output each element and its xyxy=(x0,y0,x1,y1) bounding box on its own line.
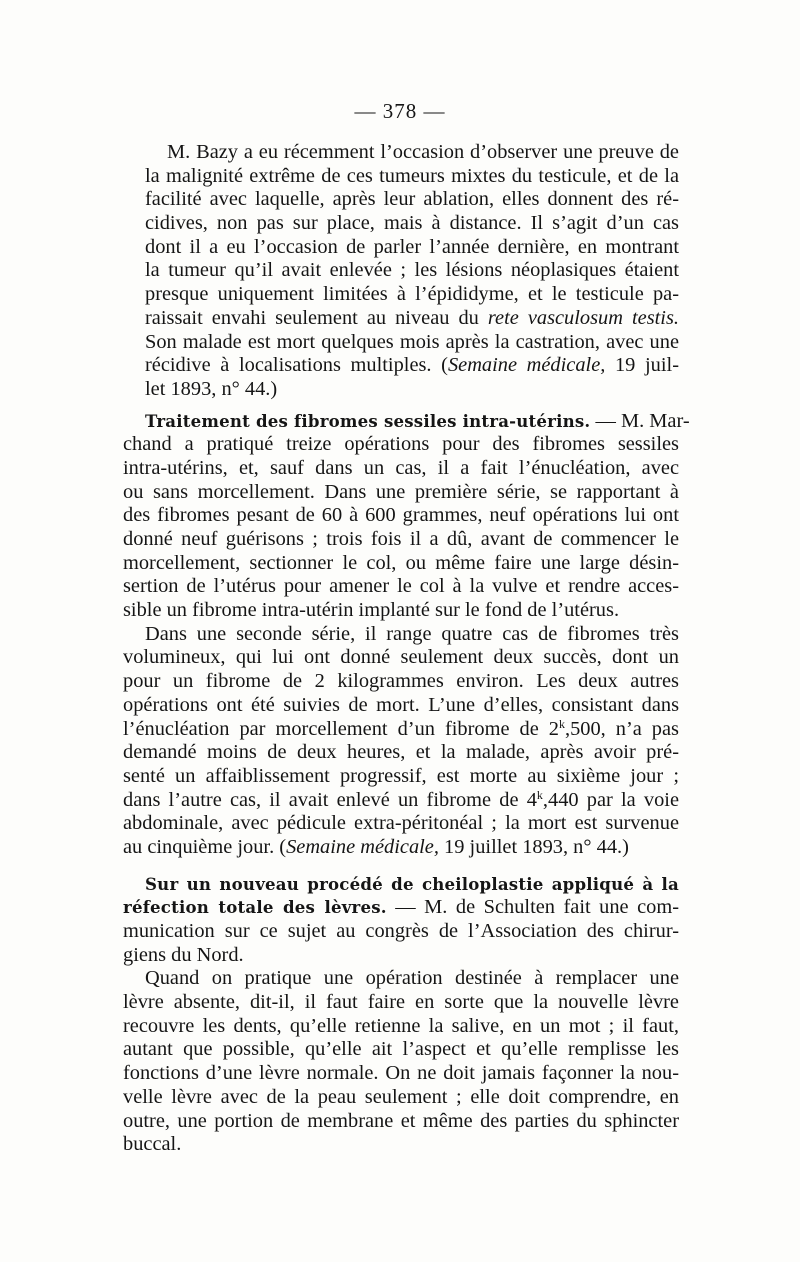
text-run: l’énucléation par morcellement d’un fibrome de 2 xyxy=(123,717,559,740)
text-run: ,500, n’a pas xyxy=(564,717,679,740)
text-line: autant que possible, qu’elle ait l’aspect et qu’elle remplisse les xyxy=(123,1038,679,1061)
text-line: buccal. xyxy=(123,1133,182,1156)
text-line: Quand on pratique une opération destinée à remplacer une xyxy=(145,967,679,990)
unit-superscript: k xyxy=(536,787,543,802)
text-run: — M. Mar- xyxy=(590,409,690,432)
text-line: sertion de l’utérus pour amener le col à la vulve et rendre acces- xyxy=(123,575,679,598)
text-line: giens du Nord. xyxy=(123,943,244,966)
text-line: senté un affaiblissement progressif, est morte au sixième jour ; xyxy=(123,764,679,787)
text-run: ,440 par la voie xyxy=(542,788,679,811)
text-run: raissait envahi seulement au niveau du xyxy=(145,306,488,329)
page-number: — 378 — xyxy=(354,99,446,123)
text-line: Son malade est mort quelques mois après la castration, avec une xyxy=(145,330,679,353)
text-run: récidive à localisations multiples. ( xyxy=(145,354,448,377)
text-line: dont il a eu l’occasion de parler l’année dernière, en montrant xyxy=(145,235,679,258)
text-line: presque uniquement limitées à l’épididyme, et le testicule pa- xyxy=(145,283,679,306)
text-line: M. Bazy a eu récemment l’occasion d’observer une preuve de xyxy=(167,141,679,163)
text-line xyxy=(123,718,679,742)
text-line: fonctions d’une lèvre normale. On ne doit jamais façonner la nou- xyxy=(123,1062,679,1085)
text-column xyxy=(123,141,690,1157)
text-line: outre, une portion de membrane et même des parties du sphincter xyxy=(123,1109,679,1132)
text-run: 19 juil- xyxy=(605,354,679,377)
unit-superscript: k xyxy=(558,716,565,731)
text-line: intra-utérins, et, sauf dans un cas, il a fait l’énucléation, avec xyxy=(123,456,679,479)
text-line xyxy=(123,307,679,331)
text-line xyxy=(123,789,679,813)
text-line: des fibromes pesant de 60 à 600 grammes, neuf opérations lui ont xyxy=(123,504,679,527)
text-line: la malignité extrême de ces tumeurs mixtes du testicule, et de la xyxy=(145,164,679,187)
text-run: au cinquième jour. ( xyxy=(123,835,287,858)
italic-term: rete vasculosum testis. xyxy=(487,306,679,329)
section-heading-continued: réfection totale des lèvres. xyxy=(123,897,387,918)
text-line: recouvre les dents, qu’elle retienne la salive, en un mot ; il faut, xyxy=(123,1014,679,1037)
text-line xyxy=(123,836,679,860)
journal-citation: Semaine médicale, xyxy=(286,835,439,858)
text-run: 19 juillet 1893, n° 44.) xyxy=(438,835,629,858)
text-line: velle lèvre avec de la peau seulement ; elle doit comprendre, en xyxy=(123,1085,679,1108)
text-line: munication sur ce sujet au congrès de l’Association des chirur- xyxy=(123,920,679,942)
text-line: Dans une seconde série, il range quatre cas de fibromes très xyxy=(145,622,679,645)
text-line xyxy=(123,409,690,434)
text-run: dans l’autre cas, il avait enlevé un fibrome de 4 xyxy=(123,788,537,811)
section-fibromes xyxy=(123,409,690,860)
text-line: abdominale, avec pédicule extra-péritonéal ; la mort est survenue xyxy=(123,812,679,835)
text-line: facilité avec laquelle, après leur ablation, elles donnent des ré- xyxy=(145,188,679,211)
journal-citation: Semaine médicale, xyxy=(447,354,606,377)
text-line: ou sans morcellement. Dans une première série, se rapportant à xyxy=(123,480,679,503)
section-heading: Traitement des fibromes sessiles intra-utérins. xyxy=(145,410,591,431)
text-line: morcellement, sectionner le col, ou même faire une large désin- xyxy=(123,551,679,574)
text-line: let 1893, n° 44.) xyxy=(145,377,278,400)
text-line: sible un fibrome intra-utérin implanté sur le fond de l’utérus. xyxy=(123,599,620,622)
text-line: la tumeur qu’il avait enlevée ; les lésions néoplasiques étaient xyxy=(145,259,679,282)
text-run: — M. de Schulten fait une com- xyxy=(386,896,679,919)
section-heading: Sur un nouveau procédé de cheiloplastie appliqué à la xyxy=(145,873,679,894)
text-line: chand a pratiqué treize opérations pour des fibromes sessiles xyxy=(123,433,679,456)
text-line: pour un fibrome de 2 kilogrammes environ. Les deux autres xyxy=(123,670,679,693)
paragraph-bazy xyxy=(123,141,679,402)
text-line: volumineux, qui lui ont donné seulement deux succès, dont un xyxy=(123,646,679,669)
section-cheiloplastie xyxy=(123,873,679,1157)
text-line: lèvre absente, dit-il, il faut faire en sorte que la nouvelle lèvre xyxy=(123,991,679,1014)
text-line: demandé moins de deux heures, et la malade, après avoir pré- xyxy=(123,741,679,764)
text-line xyxy=(123,873,679,897)
text-line: opérations ont été suivies de mort. L’une d’elles, consistant dans xyxy=(123,693,679,716)
text-line: cidives, non pas sur place, mais à distance. Il s’agit d’un cas xyxy=(145,212,679,235)
text-line: donné neuf guérisons ; trois fois il a dû, avant de commencer le xyxy=(123,528,679,550)
text-line xyxy=(123,896,679,920)
text-line xyxy=(123,354,679,378)
